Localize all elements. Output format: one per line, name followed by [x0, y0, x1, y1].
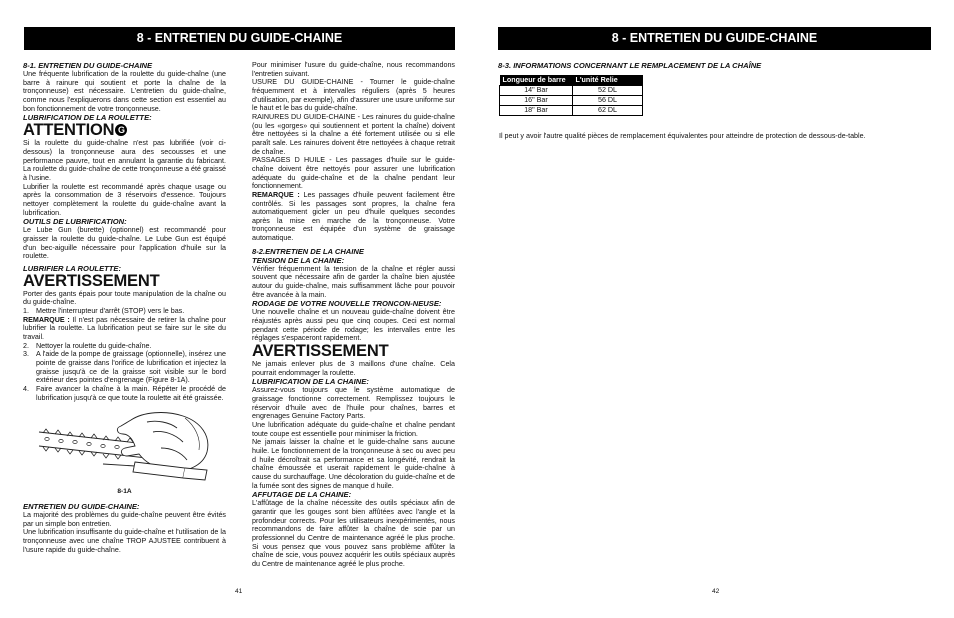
table-header-cell: Longueur de barre — [500, 75, 573, 86]
table-cell: 56 DL — [573, 96, 643, 106]
subheading-affutage: AFFUTAGE DE LA CHAINE: — [252, 490, 352, 500]
subheading-tension: TENSION DE LA CHAINE: — [252, 255, 345, 265]
paragraph-passages: PASSAGES D HUILE - Les passages d'huile sur le guide-chaîne doivent être nettoyés pour assurer une lubrification adéquate du guide-chaîne et de la chaîne pendant leur fonctionnement. — [252, 156, 455, 191]
remarque-paragraph: REMARQUE : Les passages d'huile peuvent facilement être contrôlés. Si les passages sont propres, la chaîne fera automatiquement gicler un peu d'huile quelques secondes après la mise en marche de la tronçonneuse. Votre tronçonneuse est équipée d'un système de graissage automatique. — [252, 190, 455, 243]
paragraph: Ne jamais enlever plus de 3 maillons d'une chaîne. Cela pourrait endommager la roulette. — [252, 360, 455, 377]
chain-replacement-table — [499, 75, 643, 116]
subheading-lubrification-roulette: LUBRIFICATION DE LA ROULETTE: — [23, 113, 152, 123]
subheading-entretien-guide-chaine: ENTRETIEN DU GUIDE-CHAINE: — [23, 502, 140, 511]
paragraph: L'affûtage de la chaîne nécessite des outils spéciaux afin de garantir que les gouges sont bien affûtées avec l'angle et la profondeur corrects. Pour les utilisateurs inexpérimentés, nous recommandons de faire affûter la chaîne de scie par un professionnel du Centre de maintenance agréé le plus proche. Si vous pensez que vous pouvez sans problème affûter la chaîne de scie, vous pouvez acquérir les outils spéciaux auprès du Centre de maintenance agréé le plus proche. — [252, 499, 455, 568]
paragraph: Une fréquente lubrification de la roulette du guide-chaîne (une barre à rainure qui soutient et porte la chaîne de la tronçonneuse) est nécessaire. L'entretien du guide-chaîne, comme nous l'expliquerons dans cette section est essentiel au bon fonctionnement de votre tronçonneuse. — [23, 70, 226, 113]
subheading-rodage: RODAGE DE VOTRE NOUVELLE TRONCON-NEUSE: — [252, 299, 442, 309]
figure-8-1a-illustration — [35, 406, 215, 482]
table-header-row — [500, 75, 643, 86]
heading-8-2: 8-2.ENTRETIEN DE LA CHAINE — [252, 246, 364, 256]
table-cell: 62 DL — [573, 106, 643, 116]
paragraph: Porter des gants épais pour toute manipulation de la chaîne ou du guide-chaîne. — [23, 289, 226, 307]
step-2: 2. Nettoyer la roulette du guide-chaîne. — [23, 341, 152, 350]
paragraph: La majorité des problèmes du guide-chaîne peuvent être évités par un simple bon entretien. — [23, 511, 226, 528]
paragraph: Si la roulette du guide-chaîne n'est pas lubrifiée (voir ci-dessous) la tronçonneuse aura des secousses et une performance pauvre, tout en annulant la garantie du fabricant. La roulette du guide-chaîne de cette tronçonneuse a été graissé à l'usine. — [23, 139, 226, 182]
table-cell: 16" Bar — [500, 96, 573, 106]
paragraph: Lubrifier la roulette est recommandé après chaque usage ou après la consommation de 3 réservoirs d'essence. Toujours nettoyer complètement la roulette du guide-chaîne avant la lubrification. — [23, 182, 226, 217]
table-cell: 52 DL — [573, 86, 643, 96]
attention-badge-icon: G — [115, 124, 127, 136]
page-number-right: 42 — [712, 588, 720, 595]
paragraph: Une nouvelle chaîne et un nouveau guide-chaîne doivent être réajustés après aussi peu que cinq coupes. Ceci est normal pendant cette période de rodage; les intervalles entre les réglages s'espaceront rapidement. — [252, 308, 455, 343]
subheading-lubrifier-roulette: LUBRIFIER LA ROULETTE: — [23, 263, 122, 273]
heading-8-3: 8-3. INFORMATIONS CONCERNANT LE REMPLACEMENT DE LA CHAÎNE — [498, 61, 762, 70]
step-4: 4. Faire avancer la chaîne à la main. Répéter le procédé de lubrification jusqu'à ce que toute la roulette ait été graissée. — [23, 385, 226, 402]
paragraph-usure: USURE DU GUIDE-CHAINE - Tourner le guide-chaîne fréquemment et à intervalles réguliers (après 5 heures d'utilisation, par exemple), afin d'assurer une usure uniforme sur le haut et le bas du guide-chaîne. — [252, 78, 455, 113]
remarque-paragraph: REMARQUE : Il n'est pas nécessaire de retirer la chaîne pour lubrifier la roulette. La lubrification peut se faire sur le site du travail. — [23, 315, 226, 342]
subheading-outils: OUTILS DE LUBRIFICATION: — [23, 217, 127, 227]
paragraph: Assurez-vous toujours que le système automatique de graissage fonctionne correctement. Remplissez toujours le réservoir d'huile avec de l'huile pour chaînes, barres et engrenages Genuine Factory Parts. — [252, 386, 455, 421]
paragraph: Une lubrification insuffisante du guide-chaîne et l'utilisation de la tronçonneuse avec une chaîne TROP AJUSTEE contribuent à l'usure rapide du guide-chaîne. — [23, 528, 226, 554]
avertissement-warning: AVERTISSEMENT — [23, 271, 160, 290]
paragraph: Le Lube Gun (burette) (optionnel) est recommandé pour graisser la roulette du guide-chaîne. Le Lube Gun est équipé d'un bec-aiguille nécessaire pour l'application d'huile sur la roulette. — [23, 226, 226, 261]
paragraph: Pour minimiser l'usure du guide-chaîne, nous recommandons l'entretien suivant. — [252, 61, 455, 78]
step-1: 1. Mettre l'interrupteur d'arrêt (STOP) vers le bas. — [23, 307, 185, 316]
replacement-note: Il peut y avoir l'autre qualité pièces de remplacement équivalentes pour atteindre de protection de dessous-de-table. — [499, 132, 866, 140]
section-banner-left: 8 - ENTRETIEN DU GUIDE-CHAINE — [24, 27, 455, 50]
avertissement-warning: AVERTISSEMENT — [252, 342, 389, 361]
table-row — [500, 96, 643, 106]
table-cell: 18" Bar — [500, 106, 573, 116]
heading-8-1: 8-1. ENTRETIEN DU GUIDE-CHAINE — [23, 61, 153, 70]
page-number-left: 41 — [235, 588, 243, 595]
left-column-b — [252, 61, 455, 568]
attention-warning: ATTENTION G — [23, 122, 226, 139]
paragraph-rainures: RAINURES DU GUIDE-CHAINE - Les rainures du guide-chaîne (ou les «gorges» qui soutiennent et portent la chaîne) doivent être nettoyées si la chaîne a été fortement utilisée ou si elle paraît sale. Les rainures doivent être nettoyées à chaque retrait de chaîne. — [252, 112, 455, 156]
table-row — [500, 106, 643, 116]
paragraph: Une lubrification adéquate du guide-chaîne et chaîne pendant toute coupe est essentielle pour minimiser la friction. — [252, 420, 455, 438]
step-3: 3. A l'aide de la pompe de graissage (optionnelle), insérez une pointe de graisse dans l'orifice de lubrification et injectez la graisse jusqu'à ce de la graisse soit visible sur le bord extérieur des pointes d'engrenage (Figure 8-1A). — [23, 350, 226, 385]
table-header-cell: L'unité Relie — [573, 75, 643, 86]
section-banner-right: 8 - ENTRETIEN DU GUIDE-CHAINE — [498, 27, 931, 50]
figure-caption: 8-1A — [117, 488, 132, 495]
paragraph: Ne jamais laisser la chaîne et le guide-chaîne sans aucune huile. Le fonctionnement de la tronçonneuse à sec ou avec peu d huile décroîtrait sa performance et sa longévité, rendrait la chaîne émoussée et userait rapidement le guide-chaîne à cause du surchauffage. Une décoloration du guide-chaîne et de la fumée sont des signes de manque d huile. — [252, 438, 455, 490]
left-column-a — [23, 61, 226, 554]
subheading-lubrification-chaine: LUBRIFICATION DE LA CHAINE: — [252, 377, 369, 387]
table-cell: 14" Bar — [500, 86, 573, 96]
paragraph: Vérifier fréquemment la tension de la chaîne et régler aussi souvent que nécessaire afin de garder la chaîne bien ajustée autour du guide-chaîne, mais suffisamment lâche pour pouvoir être avancée à la main. — [252, 264, 455, 299]
table-row — [500, 86, 643, 96]
